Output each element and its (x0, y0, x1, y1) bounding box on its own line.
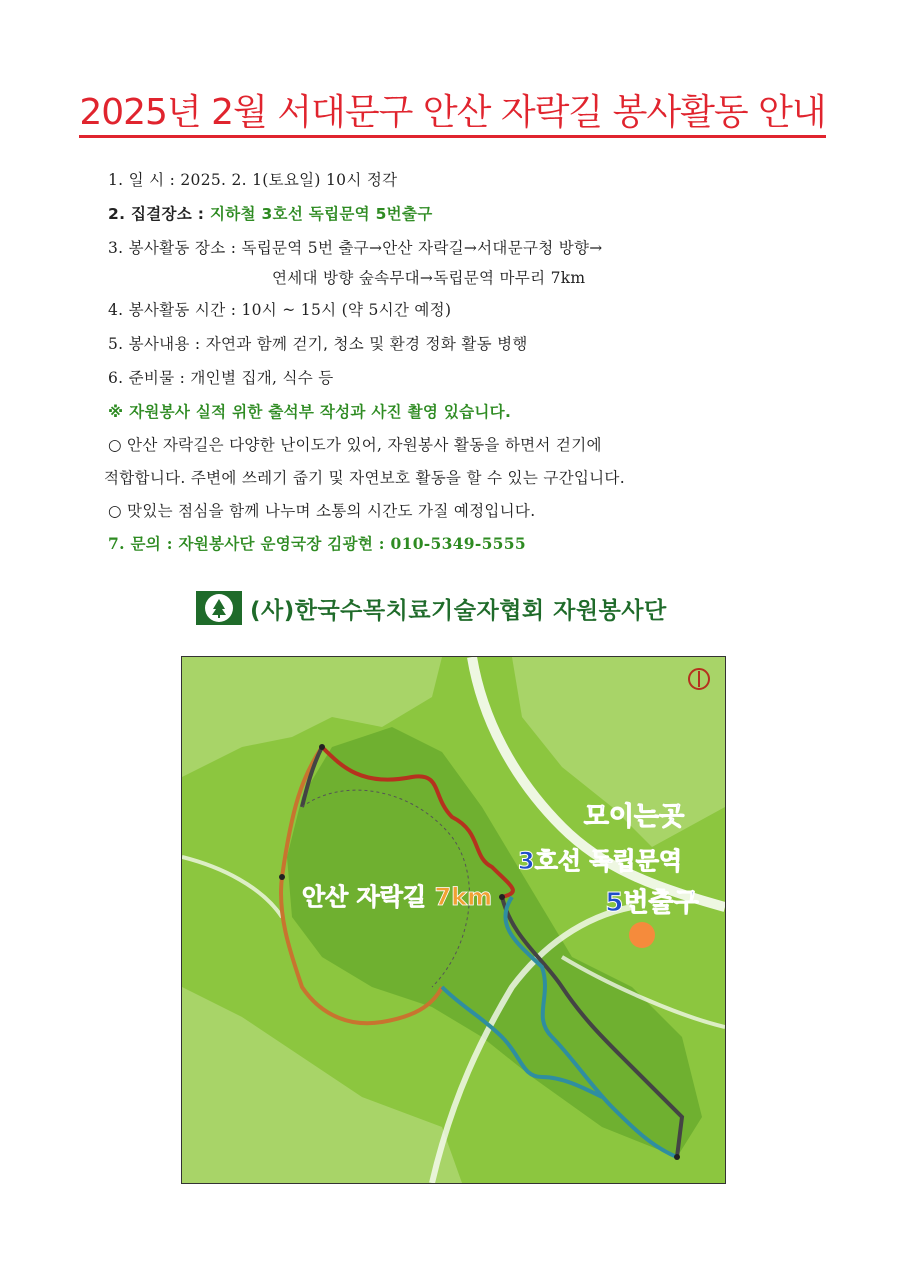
desc-line-3: ○ 맛있는 점심을 함께 나누며 소통의 시간도 가질 예정입니다. (108, 502, 536, 520)
trail-map (181, 656, 726, 1184)
content-line: 5. 봉사내용 : 자연과 함께 걷기, 청소 및 환경 정화 활동 병행 (108, 335, 528, 353)
page-title: 2025년 2월 서대문구 안산 자락길 봉사활동 안내 (0, 84, 905, 135)
desc-line-2: 적합합니다. 주변에 쓰레기 줍기 및 자연보호 활동을 할 수 있는 구간입니다. (104, 469, 625, 487)
map-label-trail: 안산 자락길 7km (301, 883, 493, 911)
route-line-2: 연세대 방향 숲속무대→독립문역 마무리 7km (272, 269, 586, 287)
map-label-station: 3호선 독립문역 (517, 847, 683, 875)
map-label-meet: 모이는곳 (583, 802, 685, 832)
time-line: 4. 봉사활동 시간 : 10시 ~ 15시 (약 5시간 예정) (108, 301, 452, 319)
place-line: 2. 집결장소 : 지하철 3호선 독립문역 5번출구 (108, 205, 433, 223)
desc-line-1: ○ 안산 자락길은 다양한 난이도가 있어, 자원봉사 활동을 하면서 걷기에 (108, 436, 602, 454)
org-banner (196, 588, 667, 628)
org-name: (사)한국수목치료기술자협회 자원봉사단 (250, 597, 667, 624)
notice-line: ※ 자원봉사 실적 위한 출석부 작성과 사진 촬영 있습니다. (108, 403, 512, 421)
route-line: 3. 봉사활동 장소 : 독립문역 5번 출구→안산 자락길→서대문구청 방향→ (108, 239, 603, 257)
date-line: 1. 일 시 : 2025. 2. 1(토요일) 10시 정각 (108, 171, 398, 189)
prep-line: 6. 준비물 : 개인별 집개, 식수 등 (108, 369, 334, 387)
map-label-exit: 5번출구 (605, 888, 699, 918)
contact-line: 7. 문의 : 자원봉사단 운영국장 김광현 : 010-5349-5555 (108, 534, 526, 553)
org-logo-icon (196, 591, 242, 625)
